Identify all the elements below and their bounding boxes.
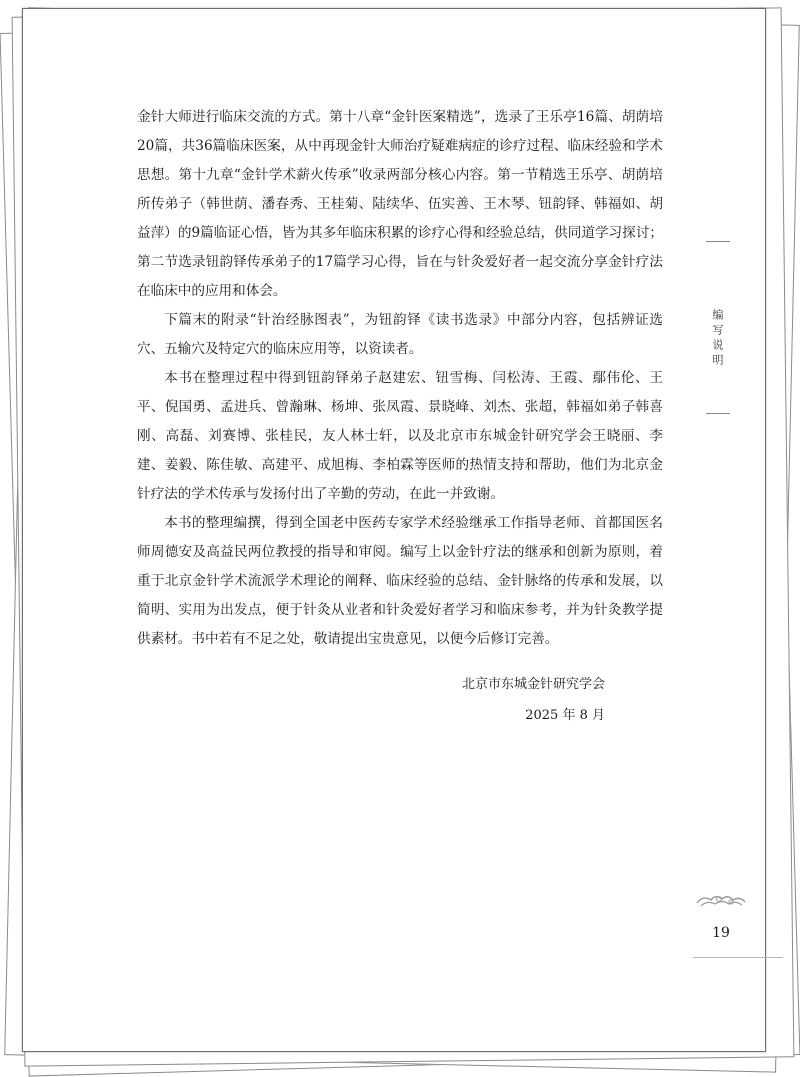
signature [462, 669, 605, 731]
paragraph: 本书的整理编撰，得到全国老中医药专家学术经验继承工作指导老师、首都国医名师周德安及高益民两位教授的指导和审阅。编写上以金针疗法的继承和创新为原则，着重于北京金针学术流派学术理论的阐释、临床经验的总结、金针脉络的传承和发展，以简明、实用为出发点，便于针灸从业者和针灸爱好者学习和临床参考，并为针灸教学提供素材。书中若有不足之处，敬请提出宝贵意见，以便今后修订完善。 [137, 515, 663, 647]
book-page [22, 8, 766, 1052]
cloud-ornament-icon [695, 891, 747, 911]
bottom-divider [693, 957, 783, 958]
side-divider [706, 241, 730, 242]
page-number: 19 [712, 925, 730, 941]
signature-date: 2025 年 8 月 [525, 708, 605, 723]
side-divider [706, 413, 730, 414]
signature-organization: 北京市东城金针研究学会 [461, 677, 605, 692]
paragraph: 下篇末的附录“针治经脉图表”，为钮韵铎《读书选录》中部分内容，包括辨证选穴、五输穴及特定穴的临床应用等，以资读者。 [137, 312, 663, 357]
paragraph: 金针大师进行临床交流的方式。第十八章“金针医案精选”，选录了王乐亭16篇、胡荫培20篇，共36篇临床医案，从中再现金针大师治疗疑难病症的诊疗过程、临床经验和学术思想。第十九章“金针学术薪火传承”收录两部分核心内容。第一节精选王乐亭、胡荫培所传弟子（韩世荫、潘春秀、王桂菊、陆续华、伍实善、王木琴、钮韵铎、韩福如、胡益萍）的9篇临证心悟，皆为其多年临床积累的诊疗心得和经验总结，供同道学习探讨；第二节选录钮韵铎传承弟子的17篇学习心得，旨在与针灸爱好者一起交流分享金针疗法在临床中的应用和体会。 [137, 109, 663, 299]
section-label: 编写说明 [711, 309, 724, 369]
paragraph: 本书在整理过程中得到钮韵铎弟子赵建宏、钮雪梅、闫松涛、王霞、鄢伟伦、王平、倪国勇、孟进兵、曾瀚琳、杨坤、张凤霞、景晓峰、刘杰、张超，韩福如弟子韩喜刚、高磊、刘赛博、张桂民，友人林士轩，以及北京市东城金针研究学会王晓丽、李建、姜毅、陈佳敏、高建平、成旭梅、李柏霖等医师的热情支持和帮助，他们为北京金针疗法的学术传承与发扬付出了辛勤的劳动，在此一并致谢。 [137, 370, 663, 502]
body-text [137, 103, 663, 654]
